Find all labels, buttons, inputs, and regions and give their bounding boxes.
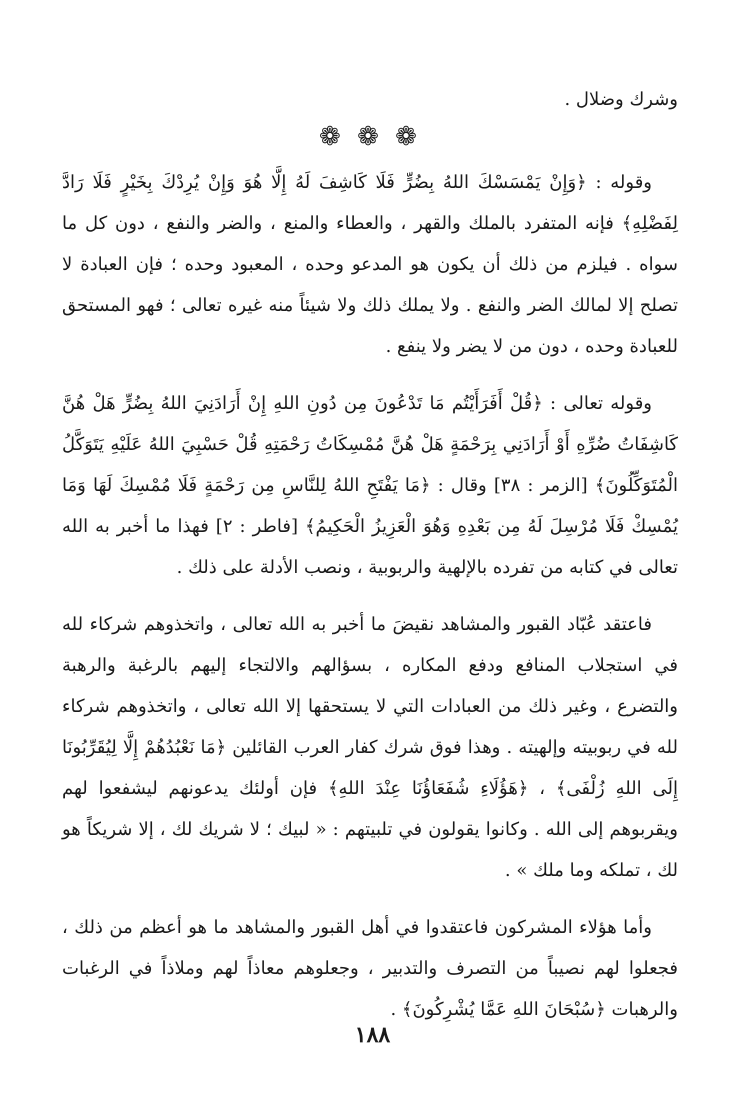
paragraph-2: وقوله تعالى : ﴿قُلْ أَفَرَأَيْتُم مَا تَدْعُونَ مِن دُونِ اللهِ إِنْ أَرَادَنِيَ اللهُ بِضُرٍّ هَلْ هُنَّ كَاشِفَاتُ ضُرِّهِ أَوْ أَرَادَنِي بِرَحْمَةٍ هَلْ هُنَّ مُمْسِكَاتُ رَحْمَتِهِ قُلْ حَسْبِيَ اللهُ عَلَيْهِ يَتَوَكَّلُ الْمُتَوَكِّلُونَ﴾ [الزمر : ٣٨] وقال : ﴿مَا يَفْتَحِ اللهُ لِلنَّاسِ مِن رَحْمَةٍ فَلَا مُمْسِكَ لَهَا وَمَا يُمْسِكْ فَلَا مُرْسِلَ لَهُ مِن بَعْدِهِ وَهُوَ الْعَزِيزُ الْحَكِيمُ﴾ [فاطر : ٢] فهذا ما أخبر به الله تعالى في كتابه من تفرده بالإلهية والربوبية ، ونصب الأدلة على ذلك . <box>62 393 679 578</box>
book-page <box>62 86 678 1076</box>
paragraph-4: وأما هؤلاء المشركون فاعتقدوا في أهل القبور والمشاهد ما هو أعظم من ذلك ، فجعلوا لهم نصيباً من التصرف والتدبير ، وجعلوهم معاذاً لهم وملاذاً في الرغبات والرهبات ﴿سُبْحَانَ اللهِ عَمَّا يُشْرِكُونَ﴾ . <box>62 917 678 1020</box>
paragraph-3: فاعتقد عُبّاد القبور والمشاهد نقيضَ ما أخبر به الله تعالى ، واتخذوهم شركاء لله في استجلاب المنافع ودفع المكاره ، بسؤالهم والالتجاء إليهم بالرغبة والرهبة والتضرع ، وغير ذلك من العبادات التي لا يستحقها إلا الله تعالى ، واتخذوهم شركاء لله في ربوبيته وإلهيته . وهذا فوق شرك كفار العرب القائلين ﴿مَا نَعْبُدُهُمْ إِلَّا لِيُقَرِّبُونَا إِلَى اللهِ زُلْفَى﴾ ، ﴿هَؤُلَاءِ شُفَعَاؤُنَا عِنْدَ اللهِ﴾ فإن أولئك يدعونهم ليشفعوا لهم ويقربوهم إلى الله . وكانوا يقولون في تلبيتهم : « لبيك ؛ لا شريك لك ، إلا شريكاً هو لك ، تملكه وما ملك » . <box>62 614 678 881</box>
opening-line: وشرك وضلال . <box>564 89 678 110</box>
section-separator: ❁ ❁ ❁ <box>319 122 421 152</box>
page-number: ١٨٨ <box>354 1022 391 1048</box>
paragraph-1: وقوله : ﴿وَإِنْ يَمْسَسْكَ اللهُ بِضُرٍّ فَلَا كَاشِفَ لَهُ إِلَّا هُوَ وَإِنْ يُرِدْكَ بِخَيْرٍ فَلَا رَادَّ لِفَضْلِهِ﴾ فإنه المتفرد بالملك والقهر ، والعطاء والمنع ، والضر والنفع ، دون كل ما سواه . فيلزم من ذلك أن يكون هو المدعو وحده ، المعبود وحده ؛ فإن العبادة لا تصلح إلا لمالك الضر والنفع . ولا يملك ذلك ولا شيئاً منه غيره تعالى ؛ فهو المستحق للعبادة وحده ، دون من لا يضر ولا ينفع . <box>62 172 678 357</box>
text-body <box>62 162 678 1030</box>
